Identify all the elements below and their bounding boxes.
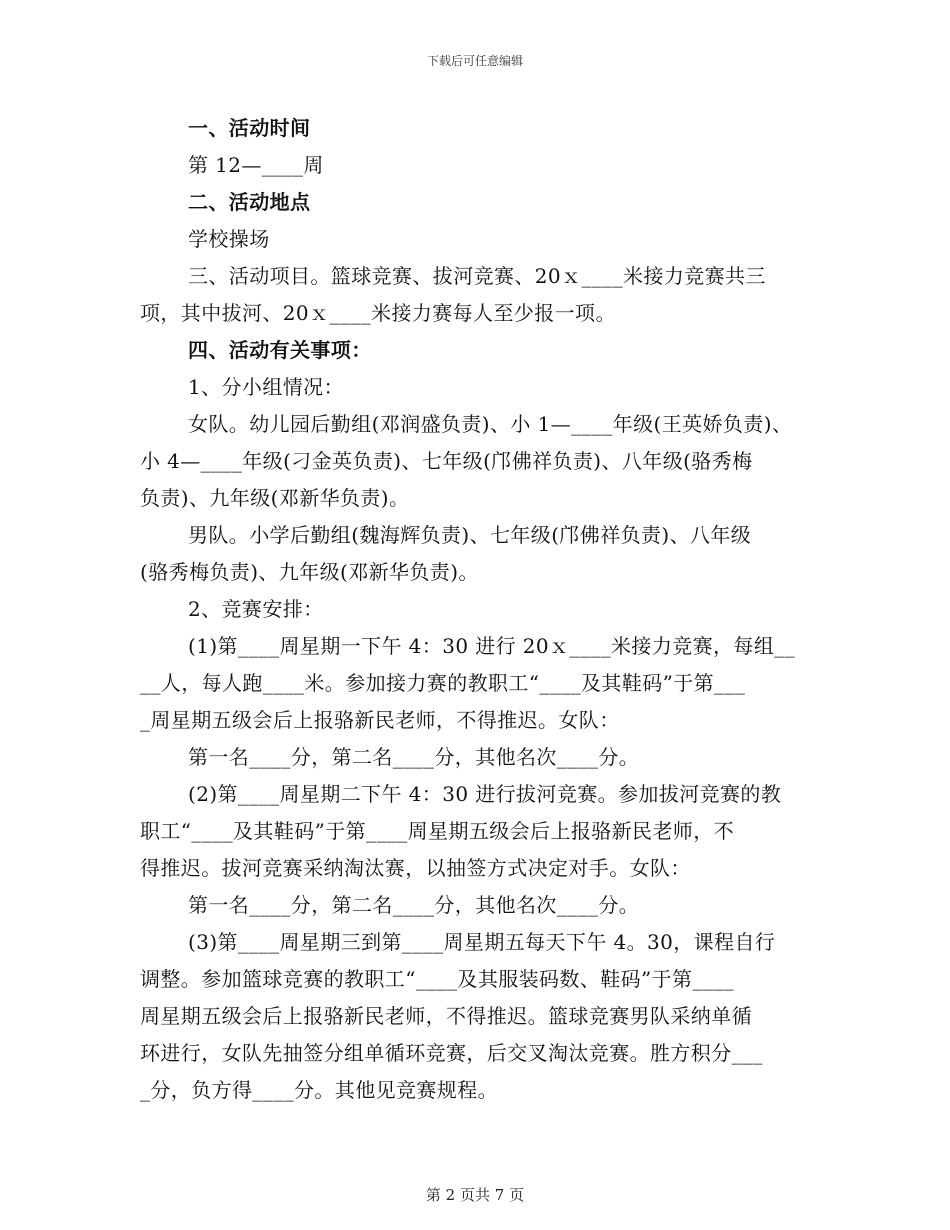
section-heading-time: 一、活动时间 — [188, 116, 311, 140]
paragraph-line: 第一名____分，第二名____分，其他名次____分。 — [188, 893, 640, 917]
paragraph-line: 女队。幼儿园后勤组(邓润盛负责)、小 1—____年级(王英娇负责)、 — [188, 412, 793, 436]
paragraph-line: 调整。参加篮球竞赛的教职工“____及其服装码数、鞋码”于第____ — [140, 967, 735, 991]
paragraph-line: 学校操场 — [188, 227, 270, 251]
paragraph-line: (骆秀梅负责)、九年级(邓新华负责)。 — [140, 560, 479, 584]
paragraph-line: (2)第____周星期二下午 4：30 进行拔河竞赛。参加拔河竞赛的教 — [188, 782, 782, 806]
subsection-heading: 2、竞赛安排： — [188, 597, 324, 621]
paragraph-line: _分，负方得____分。其他见竞赛规程。 — [140, 1078, 498, 1102]
paragraph-line: 第 12—____周 — [188, 153, 324, 177]
page-header: 下载后可任意编辑 — [426, 54, 523, 68]
paragraph-line: 第一名____分，第二名____分，其他名次____分。 — [188, 745, 640, 769]
paragraph-line: 小 4—____年级(刁金英负责)、七年级(邝佛祥负责)、八年级(骆秀梅 — [140, 449, 753, 473]
paragraph-line: __人，每人跑____米。参加接力赛的教职工“____及其鞋码”于第___ — [140, 671, 746, 695]
paragraph-line: (3)第____周星期三到第____周星期五每天下午 4。30，课程自行 — [188, 930, 776, 954]
paragraph-line: 负责)、九年级(邓新华负责)。 — [140, 486, 410, 510]
paragraph-line: 环进行，女队先抽签分组单循环竞赛，后交叉淘汰竞赛。胜方积分___ — [140, 1041, 763, 1065]
paragraph-line: 男队。小学后勤组(魏海辉负责)、七年级(邝佛祥负责)、八年级 — [188, 523, 752, 547]
page-footer: 第 2 页共 7 页 — [425, 1186, 525, 1204]
paragraph-line: 三、活动项目。篮球竞赛、拔河竞赛、20ｘ____米接力竞赛共三 — [188, 264, 766, 288]
paragraph-line: _周星期五级会后上报骆新民老师，不得推迟。女队： — [140, 708, 620, 732]
paragraph-line: 职工“____及其鞋码”于第____周星期五级会后上报骆新民老师，不 — [140, 819, 735, 843]
paragraph-line: (1)第____周星期一下午 4：30 进行 20ｘ____米接力竞赛，每组__ — [188, 634, 796, 658]
paragraph-line: 项，其中拔河、20ｘ____米接力赛每人至少报一项。 — [140, 301, 616, 325]
section-heading-matters: 四、活动有关事项： — [188, 338, 372, 362]
section-heading-location: 二、活动地点 — [188, 190, 311, 214]
paragraph-line: 得推迟。拔河竞赛采纳淘汰赛，以抽签方式决定对手。女队： — [140, 856, 691, 880]
subsection-heading: 1、分小组情况： — [188, 375, 344, 399]
paragraph-line: 周星期五级会后上报骆新民老师，不得推迟。篮球竞赛男队采纳单循 — [140, 1004, 752, 1028]
